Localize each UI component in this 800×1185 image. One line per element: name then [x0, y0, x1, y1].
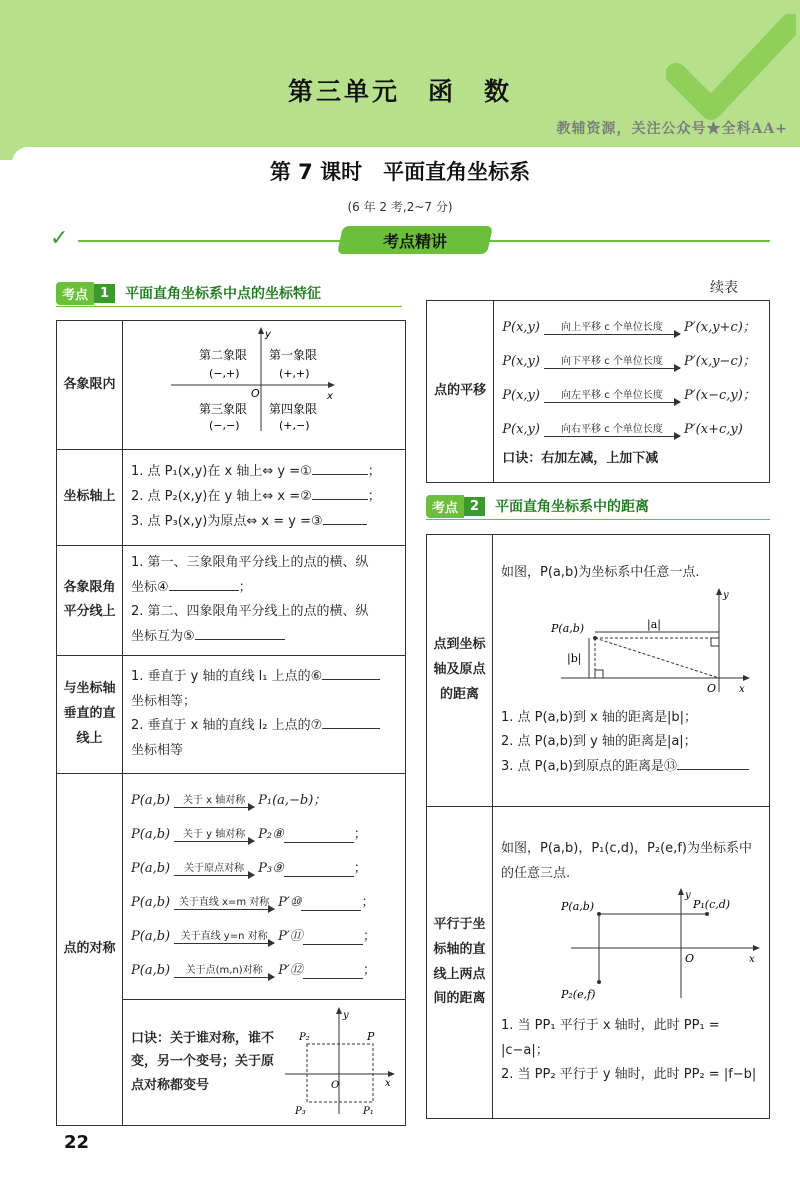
- arrow-icon: [174, 829, 254, 842]
- q4-sign: (+,−): [279, 419, 310, 432]
- section-label: 考点精讲: [382, 232, 447, 251]
- row-parallel: [427, 807, 770, 1119]
- arrow-row: [502, 311, 761, 345]
- bisector-line-2: 2. 第二、四象限角平分线上的点的横、纵: [131, 604, 369, 620]
- arrow-from: P(x,y): [502, 319, 540, 335]
- answer-blank[interactable]: [322, 728, 380, 729]
- arrow-to: P′(x,y+c)；: [683, 319, 756, 335]
- arrow-row: [131, 852, 397, 886]
- arrow-label: 向上平移 c 个单位长度: [561, 321, 663, 333]
- arrow-from: P(x,y): [502, 387, 540, 403]
- kd2-header: [426, 495, 649, 517]
- bisector-line-1: 1. 第一、三象限角平分线上的点的横、纵: [131, 554, 369, 570]
- svg-text:P₃: P₃: [295, 1106, 306, 1118]
- q2-label: 第二象限: [199, 348, 248, 362]
- q2-sign: (−,+): [209, 367, 240, 380]
- q1-label: 第一象限: [269, 348, 318, 362]
- arrow-label: 向下平移 c 个单位长度: [561, 355, 663, 367]
- arrow-row: [502, 345, 761, 379]
- perp-line-1b: 坐标相等；: [131, 693, 197, 709]
- y-axis-label: y: [265, 329, 271, 340]
- punctuation: ；: [353, 826, 367, 842]
- x-axis-label: x: [327, 391, 333, 402]
- svg-text:x: x: [749, 954, 755, 966]
- arrow-from: P(a,b): [131, 894, 171, 910]
- svg-text:x: x: [739, 683, 745, 695]
- perp-line-1: 1. 垂直于 y 轴的直线 l₁ 上点的⑥: [131, 665, 397, 690]
- parallel-line-2: 2. 当 PP₂ 平行于 y 轴时，此时 PP₂ = |f−b|: [501, 1067, 757, 1083]
- kd1-underline: [56, 306, 402, 307]
- kd2-table: [426, 534, 770, 1119]
- svg-text:|b|: |b|: [567, 651, 582, 665]
- arrow-row: [502, 379, 761, 413]
- q3-sign: (−,−): [209, 419, 240, 432]
- svg-text:P₁: P₁: [363, 1106, 374, 1118]
- kd1-header: [56, 282, 321, 304]
- svg-text:P₂: P₂: [299, 1032, 310, 1044]
- quadrant-figure: [131, 325, 393, 435]
- svg-text:y: y: [685, 890, 691, 902]
- arrow-to: P′⑩: [278, 894, 302, 910]
- row-translate: [427, 301, 770, 483]
- row-label: 点的平移: [427, 301, 494, 483]
- arrow-label: 关于直线 x=m 对称: [178, 896, 270, 908]
- svg-text:P₂(e,f): P₂(e,f): [561, 988, 596, 1002]
- answer-blank[interactable]: [195, 639, 285, 640]
- answer-blank[interactable]: [303, 929, 363, 945]
- answer-blank[interactable]: [677, 769, 749, 770]
- arrow-from: P(a,b): [131, 792, 171, 808]
- row-label: 平行于坐标轴的直线上两点间的距离: [427, 807, 493, 1119]
- distance-intro: 如图，P(a,b)为坐标系中任意一点.: [501, 565, 700, 581]
- quadrant-cell: [123, 321, 406, 450]
- row-label: 与坐标轴垂直的直线上: [57, 655, 123, 773]
- symmetry-cell: [123, 773, 406, 999]
- lesson-title: 第 7 课时 平面直角坐标系: [269, 160, 531, 184]
- answer-blank[interactable]: [312, 499, 368, 500]
- answer-blank[interactable]: [284, 827, 354, 843]
- arrow-to: P₃⑨: [258, 860, 284, 876]
- unit-title: 第三单元 函 数: [287, 77, 512, 106]
- axis-line-1: 1. 点 P₁(x,y)在 x 轴上⇔ y =① ；: [131, 464, 381, 480]
- row-label: 各象限角平分线上: [57, 545, 123, 655]
- section-header: [50, 226, 770, 256]
- svg-text:P(a,b): P(a,b): [551, 621, 585, 635]
- arrow-label: 关于 x 轴对称: [182, 794, 246, 806]
- kd1-tag: 考点: [56, 282, 94, 305]
- arrow-to: P₁(a,−b)；: [258, 792, 327, 808]
- page-number: 22: [64, 1132, 90, 1153]
- distance-figure: [551, 586, 751, 696]
- arrow-from: P(a,b): [131, 826, 171, 842]
- q1-sign: (+,+): [279, 367, 310, 380]
- arrow-icon: [544, 424, 680, 437]
- arrow-label: 关于 y 轴对称: [182, 828, 246, 840]
- lesson-subtitle: (6 年 2 考,2~7 分): [347, 200, 453, 214]
- answer-blank[interactable]: [301, 895, 361, 911]
- arrow-to: P₂⑧: [258, 826, 284, 842]
- arrow-row: [502, 413, 761, 447]
- kd2-number: 2: [464, 497, 485, 516]
- arrow-row: [131, 920, 397, 954]
- row-quadrant: [57, 321, 406, 450]
- parallel-cell: [493, 807, 770, 1119]
- answer-blank[interactable]: [284, 861, 354, 877]
- kd1-title: 平面直角坐标系中点的坐标特征: [125, 286, 322, 302]
- svg-text:P(a,b): P(a,b): [561, 900, 595, 914]
- arrow-to: P′⑫: [278, 962, 303, 978]
- symmetry-mnemonic-cell: [123, 999, 406, 1125]
- svg-text:|a|: |a|: [647, 617, 661, 631]
- row-perpendicular: [57, 655, 406, 773]
- svg-text:O: O: [331, 1080, 340, 1092]
- svg-text:y: y: [343, 1010, 349, 1022]
- answer-blank[interactable]: [169, 590, 239, 591]
- arrow-label: 关于点(m,n)对称: [185, 964, 263, 976]
- parallel-figure: [561, 886, 761, 1004]
- arrow-to: P′(x,y−c)；: [683, 353, 756, 369]
- perp-line-2b: 坐标相等: [131, 742, 184, 758]
- arrow-row: [131, 886, 397, 920]
- arrow-label: 关于原点对称: [184, 862, 245, 874]
- arrow-from: P(a,b): [131, 860, 171, 876]
- distance-line-3: 3. 点 P(a,b)到原点的距离是⑬: [501, 755, 761, 780]
- arrow-icon: [174, 931, 274, 944]
- arrow-to: P′(x−c,y)；: [683, 387, 756, 403]
- perp-line-2: 2. 垂直于 x 轴的直线 l₂ 上点的⑦: [131, 714, 397, 739]
- parallel-intro: 如图，P(a,b)，P₁(c,d)，P₂(e,f)为坐标系中的任意三点.: [501, 840, 752, 881]
- axis-cell: [123, 449, 406, 545]
- q4-label: 第四象限: [269, 402, 318, 416]
- row-symmetry: [57, 773, 406, 999]
- distance-line-1: 1. 点 P(a,b)到 x 轴的距离是|b|；: [501, 709, 697, 725]
- distance-cell: [493, 535, 770, 807]
- arrow-row: [131, 954, 397, 988]
- punctuation: ；: [361, 894, 375, 910]
- kd2-title: 平面直角坐标系中的距离: [495, 499, 650, 515]
- answer-blank[interactable]: [323, 524, 367, 525]
- translate-cell: [494, 301, 770, 483]
- answer-blank[interactable]: [312, 474, 368, 475]
- row-distance: [427, 535, 770, 807]
- kd1-table: [56, 320, 406, 1126]
- arrow-to: P′⑪: [278, 928, 303, 944]
- arrow-icon: [174, 965, 274, 978]
- row-label: 点的对称: [57, 773, 123, 1125]
- arrow-from: P(a,b): [131, 962, 171, 978]
- answer-blank[interactable]: [322, 679, 380, 680]
- continued-label: 续表: [710, 280, 738, 296]
- kd1-number: 1: [94, 284, 115, 303]
- arrow-from: P(x,y): [502, 353, 540, 369]
- translate-mnemonic: 口诀：右加左减，上加下减: [502, 451, 659, 467]
- distance-line-2: 2. 点 P(a,b)到 y 轴的距离是|a|；: [501, 734, 697, 750]
- symmetry-mnemonic: 口诀：关于谁对称，谁不变，另一个变号；关于原点对称都变号: [131, 1031, 275, 1093]
- watermark-text: 教辅资源，关注公众号★全科AA+: [556, 121, 788, 137]
- arrow-row: [131, 818, 397, 852]
- punctuation: ；: [353, 860, 367, 876]
- arrow-label: 向左平移 c 个单位长度: [561, 389, 663, 401]
- row-axis: [57, 449, 406, 545]
- symmetry-figure: [279, 1006, 397, 1118]
- translate-table: [426, 300, 770, 483]
- svg-text:P₁(c,d): P₁(c,d): [693, 898, 731, 912]
- bisector-line-2b: 坐标互为⑤: [131, 625, 397, 650]
- arrow-icon: [544, 390, 680, 403]
- punctuation: ；: [362, 962, 376, 978]
- svg-text:P: P: [367, 1030, 375, 1044]
- arrow-icon: [174, 863, 254, 876]
- arrow-from: P(x,y): [502, 421, 540, 437]
- svg-text:O: O: [707, 681, 717, 695]
- arrow-icon: [174, 795, 254, 808]
- arrow-label: 向右平移 c 个单位长度: [561, 423, 663, 435]
- row-label: 点到坐标轴及原点的距离: [427, 535, 493, 807]
- arrow-icon: [544, 322, 680, 335]
- punctuation: ；: [362, 928, 376, 944]
- perp-cell: [123, 655, 406, 773]
- arrow-icon: [174, 897, 274, 910]
- section-check-icon: ✓: [50, 226, 69, 251]
- bisector-line-1b: 坐标④ ；: [131, 579, 252, 595]
- answer-blank[interactable]: [303, 963, 363, 979]
- svg-text:x: x: [385, 1078, 391, 1090]
- row-label: 坐标轴上: [57, 449, 123, 545]
- parallel-line-1: 1. 当 PP₁ 平行于 x 轴时，此时 PP₁ = |c−a|；: [501, 1018, 720, 1058]
- arrow-to: P′(x+c,y): [683, 421, 743, 437]
- origin-label: O: [251, 387, 260, 400]
- kd2-underline: [426, 519, 770, 520]
- svg-text:y: y: [723, 589, 729, 601]
- axis-line-2: 2. 点 P₂(x,y)在 y 轴上⇔ x =② ；: [131, 488, 381, 504]
- axis-line-3: 3. 点 P₃(x,y)为原点⇔ x = y =③: [131, 510, 397, 535]
- row-label: 各象限内: [57, 321, 123, 450]
- q3-label: 第三象限: [199, 402, 248, 416]
- arrow-from: P(a,b): [131, 928, 171, 944]
- arrow-label: 关于直线 y=n 对称: [180, 930, 268, 942]
- svg-text:O: O: [685, 952, 695, 966]
- row-bisector: [57, 545, 406, 655]
- kd2-tag: 考点: [426, 495, 464, 518]
- bisector-cell: [123, 545, 406, 655]
- arrow-icon: [544, 356, 680, 369]
- arrow-row: [131, 784, 397, 818]
